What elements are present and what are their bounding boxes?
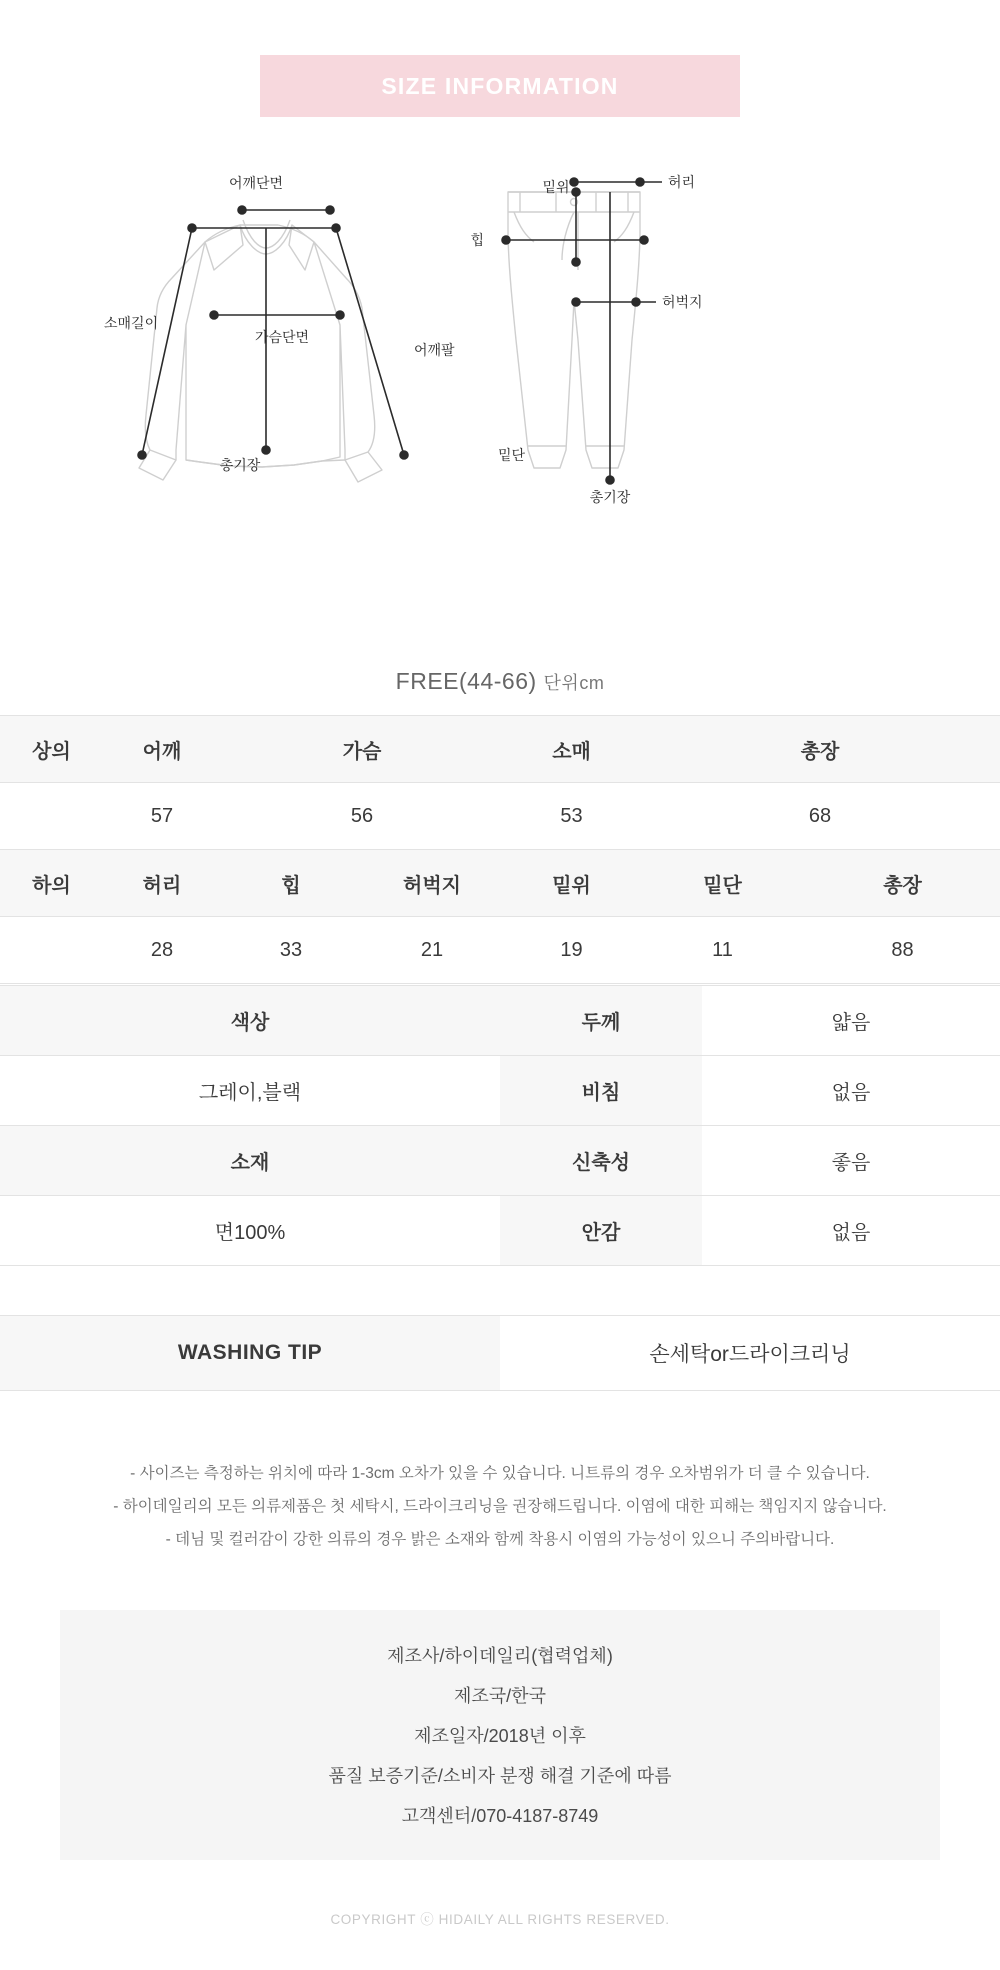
table-row: [0, 783, 1000, 850]
color-material-table: [0, 985, 500, 1266]
bottom-value-thigh: 21: [361, 917, 503, 984]
top-value-chest: 56: [221, 783, 503, 850]
table-row: [0, 1056, 500, 1126]
top-col-chest: 가슴: [221, 716, 503, 783]
table-row: [500, 1056, 1000, 1126]
bottom-value-blank: [0, 917, 103, 984]
copyright-text: COPYRIGHT ⓒ HIDAILY ALL RIGHTS RESERVED.: [330, 1912, 670, 1927]
svg-text:어깨팔: 어깨팔: [414, 342, 455, 358]
bottom-value-rise: 19: [503, 917, 640, 984]
note-line: - 하이데일리의 모든 의류제품은 첫 세탁시, 드라이크리닝을 권장해드립니다. 이염에 대한 피해는 책임지지 않습니다.: [113, 1497, 887, 1515]
bottom-col-waist: 허리: [103, 850, 221, 917]
top-col-shoulder: 어깨: [103, 716, 221, 783]
size-notes: [0, 1462, 1000, 1560]
svg-text:힙: 힙: [470, 232, 484, 248]
size-value: FREE(44-66): [395, 668, 537, 694]
bottom-col-length: 총장: [805, 850, 1000, 917]
note-line: - 사이즈는 측정하는 위치에 따라 1-3cm 오차가 있을 수 있습니다. 니트류의 경우 오차범위가 더 클 수 있습니다.: [130, 1465, 870, 1482]
washing-tip-table: [0, 1315, 1000, 1391]
bottom-value-hip: 33: [221, 917, 361, 984]
measurement-table: [0, 715, 1000, 984]
maker-line: 고객센터/070-4187-8749: [401, 1806, 599, 1826]
svg-text:총기장: 총기장: [589, 489, 631, 505]
svg-text:어깨단면: 어깨단면: [228, 175, 284, 191]
page-title: SIZE INFORMATION: [381, 72, 619, 99]
table-row: [0, 917, 1000, 984]
fabric-attributes-table: [500, 985, 1000, 1266]
maker-line: 제조국/한국: [454, 1686, 546, 1706]
maker-line: 제조일자/2018년 이후: [414, 1726, 586, 1746]
note-line: - 데님 및 컬러감이 강한 의류의 경우 밝은 소재와 함께 착용시 이염의 가능성이 있으니 주의바랍니다.: [165, 1530, 835, 1548]
lining-value: 없음: [702, 1196, 1000, 1266]
top-value-sleeve: 53: [503, 783, 640, 850]
top-col-sleeve: 소매: [503, 716, 640, 783]
table-row: [0, 1196, 500, 1266]
material-value: 면100%: [0, 1196, 500, 1266]
size-unit: 단위cm: [543, 673, 605, 693]
washing-tip-value: 손세탁or드라이크리닝: [500, 1316, 1000, 1391]
elasticity-label: 신축성: [500, 1126, 702, 1196]
svg-text:총기장: 총기장: [219, 457, 261, 473]
svg-text:허리: 허리: [668, 174, 696, 190]
manufacturer-info: [60, 1610, 940, 1860]
lining-label: 안감: [500, 1196, 702, 1266]
table-row: [500, 1196, 1000, 1266]
elasticity-value: 좋음: [702, 1126, 1000, 1196]
table-row: [0, 850, 1000, 917]
svg-text:밑단: 밑단: [498, 447, 526, 463]
page-banner: [260, 55, 740, 117]
top-row-label: 상의: [0, 716, 103, 783]
garment-measurement-diagram: [0, 150, 1000, 550]
svg-text:소매길이: 소매길이: [104, 315, 159, 331]
table-row: [500, 1126, 1000, 1196]
color-value: 그레이,블랙: [0, 1056, 500, 1126]
top-col-length: 총장: [640, 716, 1000, 783]
top-value-shoulder: 57: [103, 783, 221, 850]
thickness-value: 얇음: [702, 986, 1000, 1056]
bottom-col-thigh: 허벅지: [361, 850, 503, 917]
table-row: [0, 716, 1000, 783]
maker-line: 제조사/하이데일리(협력업체): [387, 1646, 613, 1666]
washing-tip-label: WASHING TIP: [0, 1316, 500, 1391]
top-value-blank: [0, 783, 103, 850]
table-row: [0, 986, 500, 1056]
bottom-col-hip: 힙: [221, 850, 361, 917]
table-row: [0, 1316, 1000, 1391]
thickness-label: 두께: [500, 986, 702, 1056]
svg-text:가슴단면: 가슴단면: [254, 329, 310, 345]
bottom-value-waist: 28: [103, 917, 221, 984]
svg-text:밑위: 밑위: [542, 179, 570, 195]
bottom-value-hem: 11: [640, 917, 805, 984]
bottom-col-rise: 밑위: [503, 850, 640, 917]
top-value-length: 68: [640, 783, 1000, 850]
bottom-value-length: 88: [805, 917, 1000, 984]
sheerness-label: 비침: [500, 1056, 702, 1126]
maker-line: 품질 보증기준/소비자 분쟁 해결 기준에 따름: [328, 1766, 672, 1786]
sheerness-value: 없음: [702, 1056, 1000, 1126]
size-summary: [0, 668, 1000, 695]
color-label: 색상: [0, 986, 500, 1056]
svg-text:허벅지: 허벅지: [662, 294, 703, 310]
material-label: 소재: [0, 1126, 500, 1196]
table-row: [500, 986, 1000, 1056]
bottom-col-hem: 밑단: [640, 850, 805, 917]
bottom-row-label: 하의: [0, 850, 103, 917]
table-row: [0, 1126, 500, 1196]
